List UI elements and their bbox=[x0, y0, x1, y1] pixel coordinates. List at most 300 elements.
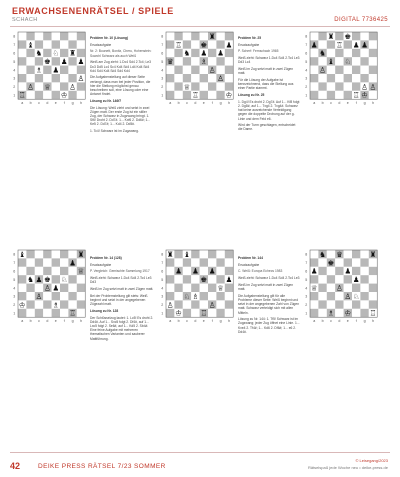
board-square bbox=[60, 309, 68, 317]
board-square bbox=[26, 250, 34, 258]
board-square bbox=[18, 309, 26, 317]
board-square bbox=[310, 57, 318, 65]
board-square bbox=[43, 309, 51, 317]
board-square bbox=[166, 66, 174, 74]
file-label: h bbox=[80, 319, 82, 324]
board-square bbox=[166, 40, 174, 48]
board-square bbox=[174, 57, 182, 65]
rank-label: 6 bbox=[305, 269, 308, 274]
board-svg bbox=[304, 30, 380, 122]
board-square bbox=[26, 292, 34, 300]
board-square bbox=[26, 32, 34, 40]
board-square bbox=[335, 258, 343, 266]
file-label: c bbox=[186, 319, 188, 324]
file-label: f bbox=[63, 101, 65, 106]
board-square bbox=[344, 66, 352, 74]
board-square bbox=[208, 40, 216, 48]
black-king-icon: ♚ bbox=[344, 31, 352, 41]
board-square bbox=[327, 284, 335, 292]
board-square bbox=[360, 292, 368, 300]
board-square bbox=[191, 258, 199, 266]
rank-label: 1 bbox=[13, 311, 16, 316]
rank-label: 5 bbox=[305, 59, 308, 64]
solution-note: 1. Tc4! Schwarz ist im Zugzwang. bbox=[90, 129, 139, 134]
board-square bbox=[183, 74, 191, 82]
board-square bbox=[26, 74, 34, 82]
board-square bbox=[68, 57, 76, 65]
file-label: g bbox=[219, 319, 222, 324]
board-square bbox=[335, 91, 343, 99]
board-square bbox=[68, 267, 76, 275]
rank-label: 3 bbox=[305, 294, 308, 299]
board-square bbox=[191, 300, 199, 308]
solution-text: Der Schlüsselzug lautet: 1. Lc5! Es droht 2. Dd4#. Auf 1... Sxc5 folgt 2. Df4#, auf 1... Lxc5 folgt 2. Se6#, auf 1... Kd5 2. Sb4#. Eine feine Aufgabe mit mehreren thematischen Varianten und sauberer Mattführung. bbox=[90, 315, 154, 341]
board-square bbox=[68, 40, 76, 48]
board-square bbox=[369, 40, 377, 48]
board-square bbox=[60, 258, 68, 266]
rank-label: 5 bbox=[305, 277, 308, 282]
board-square bbox=[216, 91, 224, 99]
board-square bbox=[166, 82, 174, 90]
white-pawn-icon: ♙ bbox=[361, 82, 368, 92]
black-king-icon: ♚ bbox=[44, 275, 51, 285]
white-knight-icon: ♘ bbox=[52, 48, 60, 58]
problem-heading: Problem Nr. 25 bbox=[238, 36, 262, 40]
black-knight-icon: ♞ bbox=[183, 48, 191, 58]
file-label: e bbox=[346, 101, 349, 106]
white-queen-icon: ♕ bbox=[77, 266, 85, 276]
white-pawn-icon: ♙ bbox=[217, 73, 224, 83]
board-square bbox=[327, 250, 335, 258]
black-queen-icon: ♛ bbox=[336, 249, 343, 259]
board-square bbox=[318, 32, 326, 40]
board-square bbox=[174, 292, 182, 300]
board-square bbox=[369, 300, 377, 308]
file-label: b bbox=[29, 101, 32, 106]
board-square bbox=[352, 66, 360, 74]
board-square bbox=[68, 300, 76, 308]
board-square bbox=[225, 66, 233, 74]
board-square bbox=[52, 32, 60, 40]
board-square bbox=[360, 49, 368, 57]
chess-board-6 bbox=[304, 248, 380, 340]
white-bishop-icon: ♗ bbox=[52, 300, 60, 310]
white-king-icon: ♔ bbox=[18, 300, 26, 310]
file-label: h bbox=[228, 101, 230, 106]
rank-label: 6 bbox=[13, 51, 16, 56]
board-square bbox=[344, 82, 352, 90]
board-square bbox=[183, 267, 191, 275]
rank-label: 6 bbox=[161, 51, 164, 56]
file-label: b bbox=[177, 319, 180, 324]
file-label: e bbox=[202, 319, 205, 324]
white-pawn-icon: ♙ bbox=[77, 73, 85, 83]
board-square bbox=[318, 91, 326, 99]
board-square bbox=[183, 91, 191, 99]
board-square bbox=[18, 57, 26, 65]
board-square bbox=[35, 250, 43, 258]
board-square bbox=[183, 275, 191, 283]
rank-label: 8 bbox=[161, 252, 164, 257]
board-square bbox=[344, 49, 352, 57]
file-label: e bbox=[202, 101, 205, 106]
chess-board-5 bbox=[304, 30, 380, 122]
white-king-icon: ♔ bbox=[361, 90, 368, 100]
board-square bbox=[77, 275, 85, 283]
black-pawn-icon: ♟ bbox=[175, 266, 182, 276]
file-label: d bbox=[46, 101, 49, 106]
board-square bbox=[327, 82, 335, 90]
file-label: e bbox=[54, 319, 57, 324]
rank-label: 1 bbox=[161, 311, 164, 316]
file-label: e bbox=[54, 101, 57, 106]
file-label: d bbox=[194, 101, 197, 106]
white-pawn-icon: ♙ bbox=[208, 300, 216, 310]
black-pawn-icon: ♟ bbox=[225, 275, 233, 285]
board-square bbox=[344, 250, 352, 258]
board-square bbox=[77, 292, 85, 300]
board-square bbox=[26, 300, 34, 308]
board-square bbox=[191, 275, 199, 283]
board-square bbox=[369, 66, 377, 74]
problem-heading: Problem Nr. 10 (Lösung) bbox=[90, 36, 129, 40]
problem-source: P. Vergleich: Gemischte Sammlung 1917 bbox=[90, 269, 150, 274]
white-queen-icon: ♕ bbox=[310, 283, 318, 293]
board-square bbox=[52, 292, 60, 300]
problem-subheading: Ersatzaufgabe bbox=[90, 262, 112, 267]
rank-label: 1 bbox=[305, 93, 308, 98]
board-square bbox=[335, 66, 343, 74]
solution-text: Die Lösung: Weiß zieht und setzt in zwei Zügen matt. Der erste Zug ist ein stiller Zug, der Schwarz in Zugzwang bringt. 1. Sf6! Droht 2. Dd7#. 1... Kxf6 2. Dd6#; 1... Ke5 2. Dd7#; 1... Kd4 2. Dd5#. bbox=[90, 105, 151, 127]
board-square bbox=[18, 284, 26, 292]
solution-heading: Lösung zu Nr. 25 bbox=[238, 93, 265, 98]
board-square bbox=[344, 74, 352, 82]
board-square bbox=[166, 267, 174, 275]
board-square bbox=[225, 309, 233, 317]
board-square bbox=[318, 275, 326, 283]
board-square bbox=[68, 91, 76, 99]
board-square bbox=[60, 82, 68, 90]
page-number: 42 bbox=[10, 461, 21, 471]
white-king-icon: ♔ bbox=[175, 308, 182, 318]
board-square bbox=[68, 275, 76, 283]
rank-label: 8 bbox=[161, 34, 164, 39]
board-square bbox=[327, 66, 335, 74]
board-square bbox=[60, 292, 68, 300]
white-rook-icon: ♖ bbox=[369, 308, 377, 318]
rank-label: 3 bbox=[13, 294, 16, 299]
board-square bbox=[43, 74, 51, 82]
board-square bbox=[225, 57, 233, 65]
board-square bbox=[335, 300, 343, 308]
board-square bbox=[369, 57, 377, 65]
rank-label: 3 bbox=[161, 76, 164, 81]
board-square bbox=[26, 267, 34, 275]
black-rook-icon: ♜ bbox=[69, 48, 76, 58]
rank-label: 5 bbox=[161, 59, 164, 64]
board-square bbox=[216, 258, 224, 266]
board-square bbox=[216, 250, 224, 258]
board-square bbox=[191, 309, 199, 317]
board-square bbox=[318, 57, 326, 65]
rank-label: 7 bbox=[305, 261, 308, 266]
board-square bbox=[52, 309, 60, 317]
board-square bbox=[191, 250, 199, 258]
board-square bbox=[310, 309, 318, 317]
board-square bbox=[200, 284, 208, 292]
board-square bbox=[43, 49, 51, 57]
board-square bbox=[166, 91, 174, 99]
section-label: SCHACH bbox=[12, 17, 38, 23]
board-square bbox=[360, 275, 368, 283]
board-square bbox=[183, 309, 191, 317]
black-bishop-icon: ♝ bbox=[18, 249, 26, 259]
rank-label: 7 bbox=[13, 43, 16, 48]
board-square bbox=[335, 82, 343, 90]
board-square bbox=[18, 82, 26, 90]
white-bishop-icon: ♗ bbox=[200, 57, 208, 67]
board-square bbox=[174, 250, 182, 258]
board-square bbox=[60, 66, 68, 74]
board-square bbox=[166, 258, 174, 266]
board-square bbox=[352, 300, 360, 308]
file-label: a bbox=[21, 319, 24, 324]
board-square bbox=[335, 49, 343, 57]
board-square bbox=[43, 40, 51, 48]
file-label: c bbox=[38, 319, 40, 324]
file-label: g bbox=[71, 319, 74, 324]
text-column-1 bbox=[90, 36, 154, 136]
rank-label: 4 bbox=[13, 68, 16, 73]
board-square bbox=[318, 74, 326, 82]
rank-label: 2 bbox=[305, 303, 308, 308]
problem-heading: Problem Nr. 14 (128) bbox=[90, 256, 122, 260]
board-square bbox=[191, 40, 199, 48]
board-square bbox=[352, 258, 360, 266]
board-square bbox=[77, 300, 85, 308]
file-label: f bbox=[63, 319, 65, 324]
board-square bbox=[68, 32, 76, 40]
black-pawn-icon: ♟ bbox=[200, 48, 208, 58]
black-pawn-icon: ♟ bbox=[60, 57, 68, 67]
board-square bbox=[174, 300, 182, 308]
chess-board-2 bbox=[12, 248, 88, 340]
board-square bbox=[174, 258, 182, 266]
board-square bbox=[318, 309, 326, 317]
white-king-icon: ♔ bbox=[60, 90, 68, 100]
board-square bbox=[310, 82, 318, 90]
board-square bbox=[77, 40, 85, 48]
file-label: d bbox=[338, 319, 341, 324]
board-square bbox=[318, 284, 326, 292]
board-square bbox=[52, 82, 60, 90]
white-bishop-icon: ♗ bbox=[327, 308, 335, 318]
board-square bbox=[208, 284, 216, 292]
board-square bbox=[310, 258, 318, 266]
board-square bbox=[318, 292, 326, 300]
board-square bbox=[183, 32, 191, 40]
board-square bbox=[191, 57, 199, 65]
board-square bbox=[60, 250, 68, 258]
board-square bbox=[200, 91, 208, 99]
white-knight-icon: ♘ bbox=[60, 275, 68, 285]
board-square bbox=[344, 40, 352, 48]
board-square bbox=[183, 258, 191, 266]
file-label: c bbox=[330, 319, 332, 324]
black-pawn-icon: ♟ bbox=[77, 57, 85, 67]
white-pawn-icon: ♙ bbox=[369, 82, 377, 92]
white-pawn-icon: ♙ bbox=[319, 65, 326, 75]
black-pawn-icon: ♟ bbox=[208, 266, 216, 276]
board-square bbox=[200, 292, 208, 300]
file-label: h bbox=[228, 319, 230, 324]
board-svg bbox=[160, 248, 236, 340]
board-square bbox=[26, 57, 34, 65]
board-square bbox=[225, 32, 233, 40]
rank-label: 8 bbox=[13, 252, 16, 257]
white-rook-icon: ♖ bbox=[69, 308, 76, 318]
board-square bbox=[352, 49, 360, 57]
board-square bbox=[344, 284, 352, 292]
rank-label: 8 bbox=[305, 34, 308, 39]
board-square bbox=[18, 66, 26, 74]
black-pawn-icon: ♟ bbox=[192, 266, 199, 276]
black-pawn-icon: ♟ bbox=[225, 40, 233, 50]
file-label: f bbox=[211, 101, 213, 106]
board-square bbox=[318, 40, 326, 48]
board-square bbox=[344, 275, 352, 283]
board-square bbox=[191, 32, 199, 40]
board-square bbox=[327, 267, 335, 275]
rank-label: 1 bbox=[161, 93, 164, 98]
board-square bbox=[344, 258, 352, 266]
rank-label: 8 bbox=[13, 34, 16, 39]
board-square bbox=[335, 57, 343, 65]
board-square bbox=[352, 284, 360, 292]
board-square bbox=[43, 250, 51, 258]
board-square bbox=[166, 74, 174, 82]
rank-label: 8 bbox=[305, 252, 308, 257]
board-square bbox=[327, 74, 335, 82]
board-square bbox=[43, 292, 51, 300]
board-square bbox=[68, 284, 76, 292]
rank-label: 5 bbox=[13, 59, 16, 64]
board-square bbox=[216, 66, 224, 74]
board-square bbox=[183, 66, 191, 74]
black-rook-icon: ♜ bbox=[327, 31, 335, 41]
black-rook-icon: ♜ bbox=[208, 31, 216, 41]
white-queen-icon: ♕ bbox=[217, 283, 224, 293]
file-label: c bbox=[38, 101, 40, 106]
board-square bbox=[18, 292, 26, 300]
board-square bbox=[35, 74, 43, 82]
board-square bbox=[216, 275, 224, 283]
board-square bbox=[208, 250, 216, 258]
board-square bbox=[360, 258, 368, 266]
problem-rules: Die Aufgabenstellung gilt für alle Probleme dieser Seite: Weiß beginnt und setzt in der angegebenen Zahl von Zügen matt. Schwarz verteidigt sich mit allen Mitteln. bbox=[238, 293, 300, 315]
board-square bbox=[200, 258, 208, 266]
board-square bbox=[77, 66, 85, 74]
board-square bbox=[52, 275, 60, 283]
board-square bbox=[52, 250, 60, 258]
board-square bbox=[174, 74, 182, 82]
problem-source: Nr. 2: Bounett, Bonitz, Cheru, Hohenstein: Sowohl Schwarz als auch Weiß bbox=[90, 49, 152, 58]
black-king-icon: ♚ bbox=[327, 258, 335, 268]
board-square bbox=[26, 91, 34, 99]
board-square bbox=[166, 309, 174, 317]
problem-subheading: Ersatzaufgabe bbox=[238, 42, 260, 47]
board-square bbox=[68, 74, 76, 82]
board-square bbox=[335, 267, 343, 275]
board-svg bbox=[160, 30, 236, 122]
board-square bbox=[35, 82, 43, 90]
board-square bbox=[310, 66, 318, 74]
black-knight-icon: ♞ bbox=[319, 249, 326, 259]
board-square bbox=[60, 267, 68, 275]
black-king-icon: ♚ bbox=[44, 57, 51, 67]
board-square bbox=[318, 300, 326, 308]
black-bishop-icon: ♝ bbox=[327, 57, 335, 67]
board-square bbox=[26, 309, 34, 317]
board-square bbox=[200, 74, 208, 82]
black-pawn-icon: ♟ bbox=[35, 275, 43, 285]
solution-heading: Lösung zu Nr. 146f7 bbox=[90, 98, 122, 103]
board-square bbox=[344, 91, 352, 99]
rank-label: 3 bbox=[305, 76, 308, 81]
footer-copyright: © Leisegang/2023 bbox=[355, 458, 388, 463]
board-square bbox=[352, 82, 360, 90]
black-pawn-icon: ♟ bbox=[310, 266, 318, 276]
white-pawn-icon: ♙ bbox=[27, 82, 34, 92]
board-square bbox=[35, 284, 43, 292]
rank-label: 7 bbox=[161, 261, 164, 266]
problem-notation: Weiß zieht: Schwarz 1.Dc4 Sd4 2.Tc4 Le3 Dd3 Lc4 bbox=[238, 56, 300, 65]
white-rook-icon: ♖ bbox=[200, 308, 208, 318]
file-label: d bbox=[194, 319, 197, 324]
board-square bbox=[327, 49, 335, 57]
board-square bbox=[310, 74, 318, 82]
board-square bbox=[225, 49, 233, 57]
white-rook-icon: ♖ bbox=[336, 40, 343, 50]
board-square bbox=[318, 82, 326, 90]
board-square bbox=[352, 309, 360, 317]
board-square bbox=[52, 258, 60, 266]
board-square bbox=[191, 82, 199, 90]
board-square bbox=[225, 284, 233, 292]
white-pawn-icon: ♙ bbox=[44, 283, 51, 293]
board-square bbox=[18, 258, 26, 266]
board-square bbox=[35, 40, 43, 48]
board-square bbox=[18, 40, 26, 48]
file-label: g bbox=[363, 101, 366, 106]
board-square bbox=[60, 300, 68, 308]
file-label: g bbox=[363, 319, 366, 324]
board-square bbox=[225, 250, 233, 258]
board-square bbox=[166, 49, 174, 57]
file-label: f bbox=[211, 319, 213, 324]
board-square bbox=[35, 57, 43, 65]
board-square bbox=[200, 82, 208, 90]
text-column-4 bbox=[238, 256, 300, 337]
board-square bbox=[26, 258, 34, 266]
board-square bbox=[360, 66, 368, 74]
board-square bbox=[225, 300, 233, 308]
board-square bbox=[52, 267, 60, 275]
board-square bbox=[352, 57, 360, 65]
black-pawn-icon: ♟ bbox=[352, 275, 360, 285]
rank-label: 1 bbox=[13, 93, 16, 98]
rank-label: 3 bbox=[161, 294, 164, 299]
